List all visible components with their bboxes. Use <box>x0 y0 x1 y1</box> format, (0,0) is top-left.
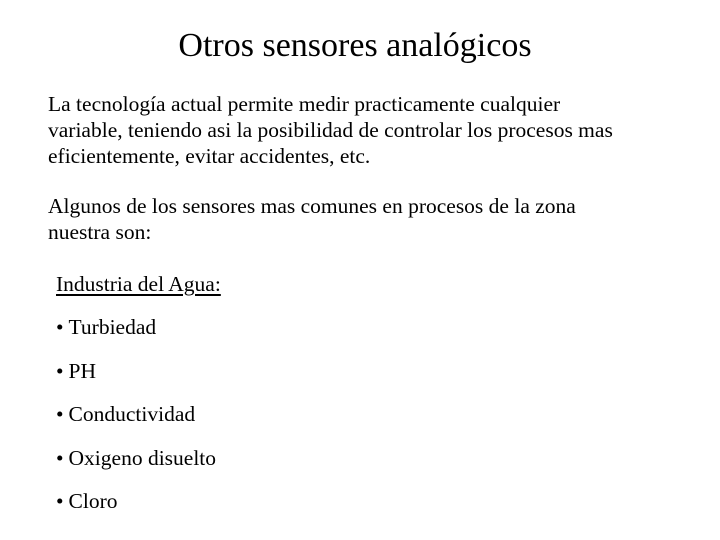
list-item <box>56 358 216 402</box>
bullet-icon: • <box>56 402 64 426</box>
list-item-label: Conductividad <box>68 402 196 426</box>
intro-paragraph-line: variable, teniendo asi la posibilidad de controlar los procesos mas <box>48 118 613 142</box>
bullet-icon: • <box>56 315 64 339</box>
list-item <box>56 445 216 489</box>
bullet-icon: • <box>56 445 64 470</box>
list-item <box>56 401 216 445</box>
intro-paragraph-line: La tecnología actual permite medir practicamente cualquier <box>48 92 561 116</box>
intro-paragraph <box>48 91 708 169</box>
list-item <box>56 314 216 358</box>
water-industry-heading: Industria del Agua: <box>56 272 221 296</box>
list-item-label: PH <box>68 358 97 383</box>
bullet-icon: • <box>56 358 64 383</box>
sensor-list <box>56 314 216 532</box>
sensors-paragraph-line: Algunos de los sensores mas comunes en procesos de la zona <box>48 194 576 218</box>
sensors-paragraph <box>48 193 708 245</box>
list-item-label: Oxigeno disuelto <box>68 445 217 470</box>
list-item-label: Cloro <box>68 489 118 513</box>
list-item-label: Turbiedad <box>68 315 157 339</box>
intro-paragraph-line: eficientemente, evitar accidentes, etc. <box>48 144 371 168</box>
sensors-paragraph-line: nuestra son: <box>48 220 152 244</box>
slide-title: Otros sensores analógicos <box>178 27 532 64</box>
bullet-icon: • <box>56 489 64 513</box>
list-item <box>56 488 216 532</box>
